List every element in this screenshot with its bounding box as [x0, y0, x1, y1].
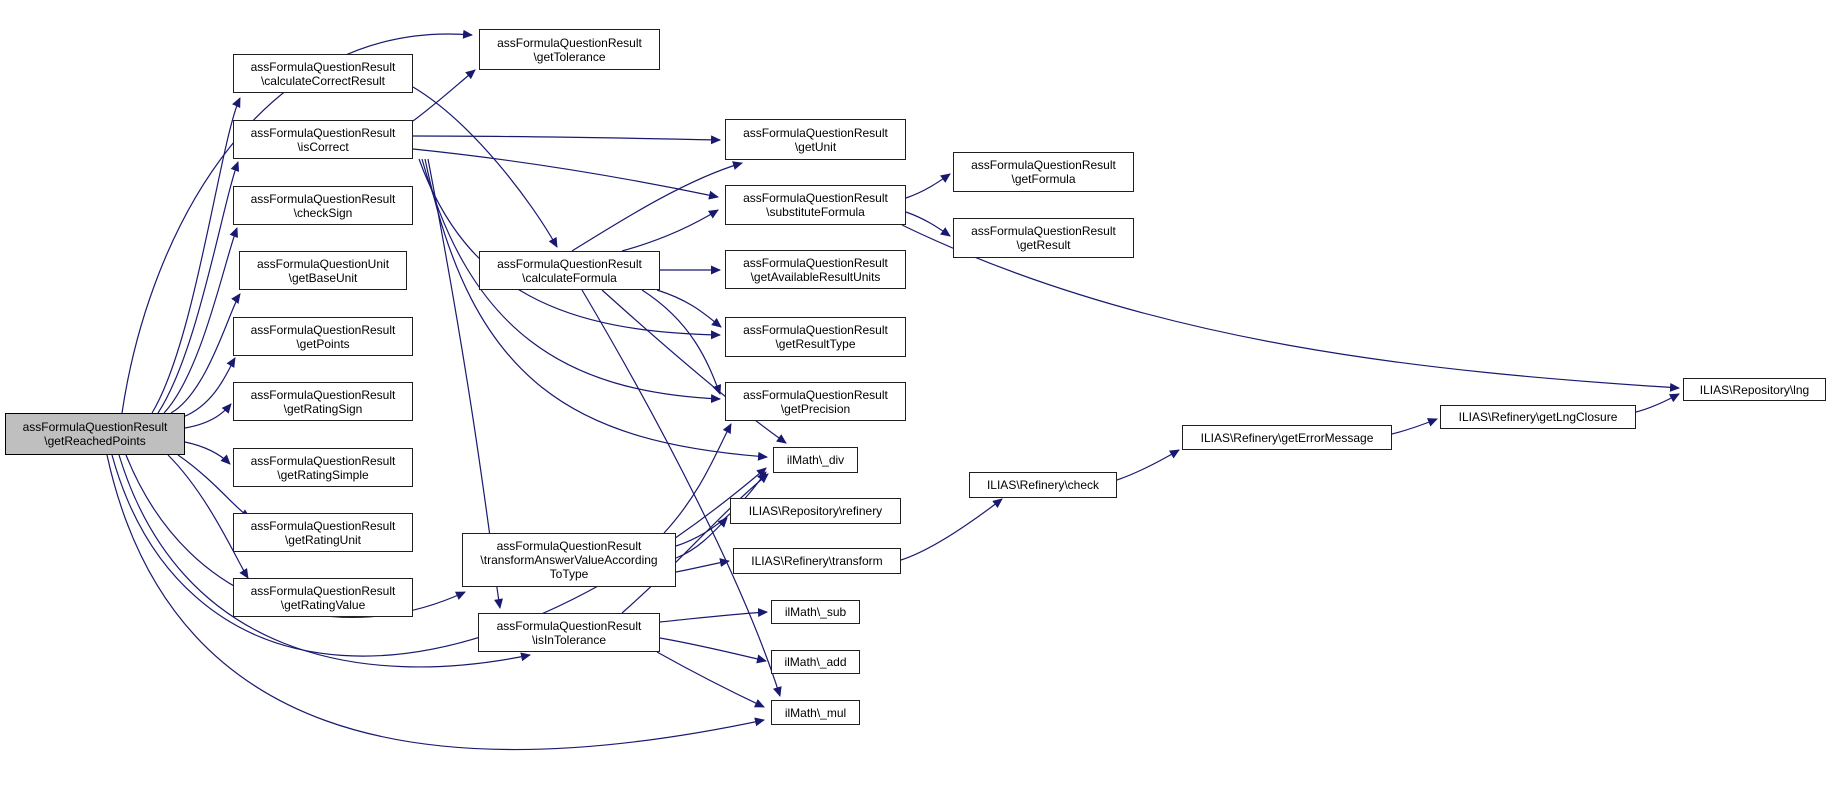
node-getReachedPoints[interactable]: assFormulaQuestionResult \getReachedPoints — [5, 413, 185, 455]
edge-isCorrect-getTolerance — [413, 70, 475, 121]
edge-getReachedPoints-ilMath_mul — [107, 455, 764, 750]
node-ilMath_add[interactable]: ilMath\_add — [771, 650, 860, 674]
edge-getReachedPoints-getBaseUnit — [171, 294, 240, 413]
node-repositoryLng[interactable]: ILIAS\Repository\lng — [1683, 378, 1826, 401]
node-getRatingUnit[interactable]: assFormulaQuestionResult \getRatingUnit — [233, 513, 413, 552]
node-refineryTransform[interactable]: ILIAS\Refinery\transform — [733, 548, 901, 574]
node-isInTolerance[interactable]: assFormulaQuestionResult \isInTolerance — [478, 613, 660, 652]
node-calculateFormula[interactable]: assFormulaQuestionResult \calculateFormula — [479, 251, 660, 290]
node-isCorrect[interactable]: assFormulaQuestionResult \isCorrect — [233, 120, 413, 159]
node-getRatingSign[interactable]: assFormulaQuestionResult \getRatingSign — [233, 382, 413, 421]
node-getBaseUnit[interactable]: assFormulaQuestionUnit \getBaseUnit — [239, 251, 407, 290]
node-getErrorMessage[interactable]: ILIAS\Refinery\getErrorMessage — [1182, 425, 1392, 450]
node-ilMath_mul[interactable]: ilMath\_mul — [771, 700, 860, 725]
edge-isCorrect-getUnit — [413, 136, 720, 140]
edge-calculateCorrectResult-calculateFormula — [413, 87, 557, 247]
edge-calculateFormula-getPrecision — [642, 290, 720, 394]
node-refinery[interactable]: ILIAS\Repository\refinery — [730, 498, 901, 524]
node-getPoints[interactable]: assFormulaQuestionResult \getPoints — [233, 317, 413, 356]
edge-refineryCheck-getErrorMessage — [1117, 450, 1179, 480]
edge-isCorrect-getResultType — [419, 159, 720, 335]
edge-calculateFormula-substituteFormula — [622, 210, 718, 251]
node-refineryCheck[interactable]: ILIAS\Refinery\check — [969, 472, 1117, 498]
edge-refineryTransform-refineryCheck — [901, 499, 1002, 560]
edge-isInTolerance-ilMath_mul — [657, 652, 764, 707]
edge-getReachedPoints-calculateCorrectResult — [152, 98, 240, 413]
edge-getReachedPoints-getRatingSimple — [185, 442, 230, 464]
node-getLngClosure[interactable]: ILIAS\Refinery\getLngClosure — [1440, 405, 1636, 429]
node-calculateCorrectResult[interactable]: assFormulaQuestionResult \calculateCorrectResult — [233, 54, 413, 93]
node-getRatingSimple[interactable]: assFormulaQuestionResult \getRatingSimple — [233, 448, 413, 487]
node-ilMath_sub[interactable]: ilMath\_sub — [771, 600, 860, 624]
node-ilMath_div[interactable]: ilMath\_div — [773, 447, 858, 473]
node-getPrecision[interactable]: assFormulaQuestionResult \getPrecision — [725, 382, 906, 421]
edge-getReachedPoints-getRatingSign — [185, 404, 231, 428]
node-getTolerance[interactable]: assFormulaQuestionResult \getTolerance — [479, 29, 660, 70]
node-getRatingValue[interactable]: assFormulaQuestionResult \getRatingValue — [233, 578, 413, 617]
edge-transformAnswerValueAccordingToType-refinery — [676, 518, 727, 558]
edge-substituteFormula-getResult — [906, 212, 950, 236]
edge-getReachedPoints-checkSign — [164, 228, 237, 413]
node-substituteFormula[interactable]: assFormulaQuestionResult \substituteFormula — [725, 185, 906, 225]
edge-isCorrect-substituteFormula — [413, 149, 718, 197]
node-transformAnswerValueAccordingToType[interactable]: assFormulaQuestionResult \transformAnswerValueAccording ToType — [462, 533, 676, 587]
edge-substituteFormula-getFormula — [906, 174, 950, 198]
node-getResult[interactable]: assFormulaQuestionResult \getResult — [953, 218, 1134, 258]
edge-transformAnswerValueAccordingToType-refineryTransform — [676, 561, 729, 572]
edge-getLngClosure-repositoryLng — [1636, 394, 1679, 412]
edge-isInTolerance-ilMath_add — [660, 638, 766, 661]
edge-getErrorMessage-getLngClosure — [1392, 419, 1437, 434]
node-getUnit[interactable]: assFormulaQuestionResult \getUnit — [725, 119, 906, 160]
node-getFormula[interactable]: assFormulaQuestionResult \getFormula — [953, 152, 1134, 192]
node-getAvailableResultUnits[interactable]: assFormulaQuestionResult \getAvailableResultUnits — [725, 250, 906, 289]
node-checkSign[interactable]: assFormulaQuestionResult \checkSign — [233, 186, 413, 225]
edge-isCorrect-ilMath_div — [425, 159, 767, 457]
node-getResultType[interactable]: assFormulaQuestionResult \getResultType — [725, 317, 906, 357]
edge-calculateFormula-getUnit — [572, 163, 742, 251]
